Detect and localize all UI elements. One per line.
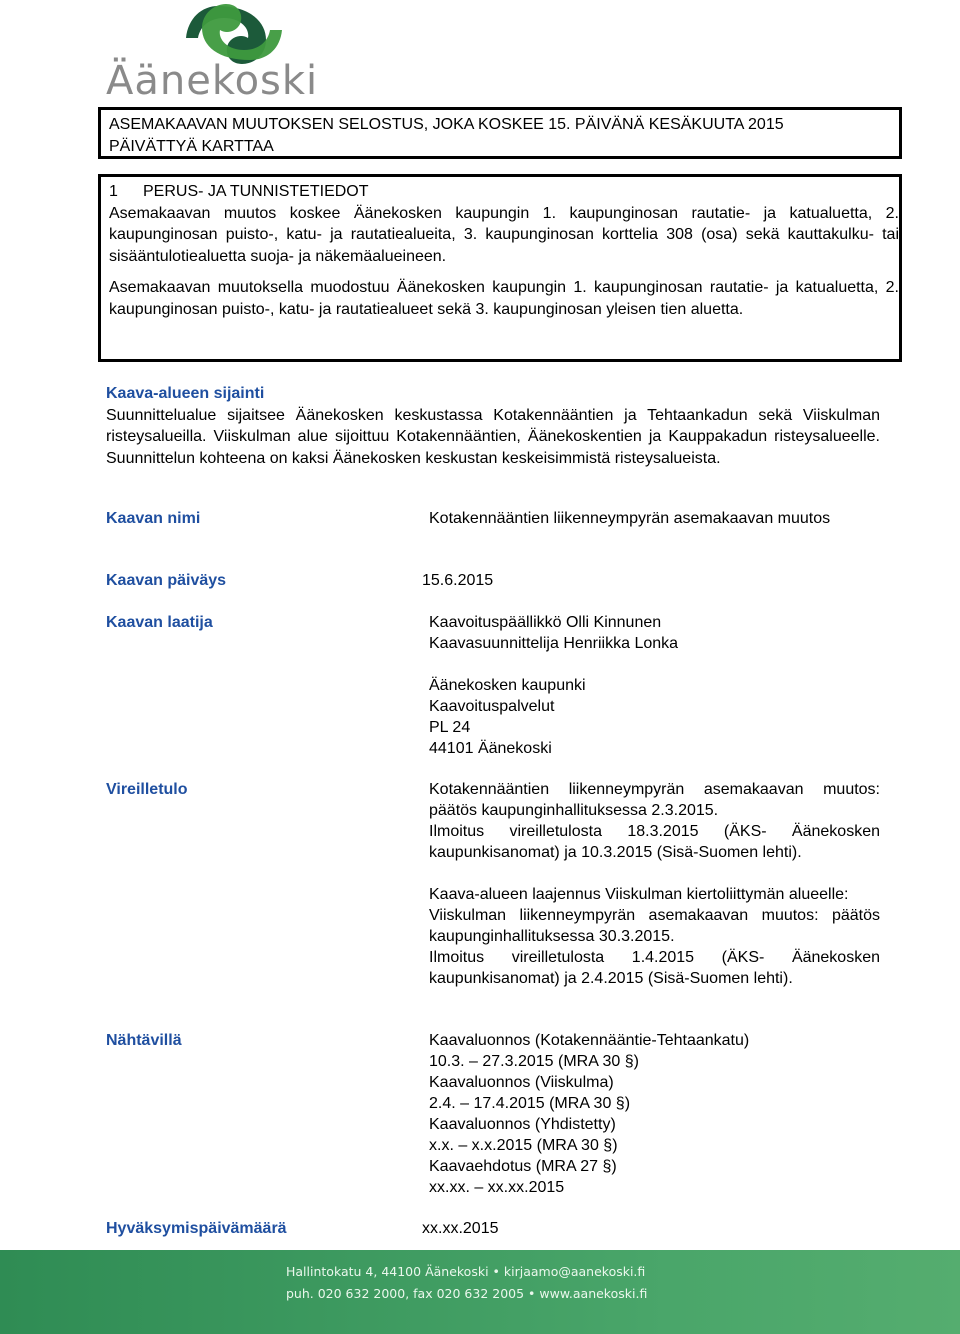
field-value: 15.6.2015 <box>422 572 494 589</box>
footer-address: Hallintokatu 4, 44100 Äänekoski • kirjaamo@aanekoski.fi <box>286 1264 646 1279</box>
location-section <box>106 383 880 469</box>
display-line: Kaavaluonnos (Yhdistetty) <box>429 1116 616 1133</box>
document-title-line-1: ASEMAKAAVAN MUUTOKSEN SELOSTUS, JOKA KOSKEE 15. PÄIVÄNÄ KESÄKUUTA 2015 <box>109 116 784 133</box>
section-number: 1 <box>109 183 118 200</box>
scope-paragraph: Asemakaavan muutos koskee Äänekosken kaupungin 1. kaupunginosan rautatie- ja katualuetta, 2. kaupunginosan puisto-, katu- ja rautatiealueita, 3. kaupunginosan korttelia 308 (osa) sekä kauttakulku- tai sisääntulotiealuetta suoja- ja näkemäalueineen. <box>109 204 899 265</box>
document-title-box <box>98 107 902 159</box>
address-line: Kaavoituspalvelut <box>429 698 555 715</box>
initiation-text: Viiskulman liikenneympyrän asemakaavan muutos: päätös kaupunginhallituksessa 30.3.2015. <box>429 907 880 945</box>
display-line: xx.xx. – xx.xx.2015 <box>429 1179 565 1196</box>
logo-wordmark: Äänekoski <box>106 58 319 104</box>
field-value: Kotakennääntien liikenneympyrän asemakaavan muutos <box>429 510 831 527</box>
field-value <box>429 612 880 759</box>
section-heading <box>109 181 899 203</box>
basic-information-box <box>98 174 902 362</box>
display-line: Kaavaluonnos (Viiskulma) <box>429 1074 614 1091</box>
location-heading: Kaava-alueen sijainti <box>106 385 265 402</box>
display-line: Kaavaehdotus (MRA 27 §) <box>429 1158 617 1175</box>
initiation-text: Ilmoitus vireilletulosta 1.4.2015 (ÄKS- Äänekosken kaupunkisanomat) ja 2.4.2015 (Sisä-Suomen lehti). <box>429 949 880 987</box>
field-label: Kaavan laatija <box>106 614 213 631</box>
field-value <box>429 779 880 989</box>
field-label: Hyväksymispäivämäärä <box>106 1220 287 1237</box>
display-line: 2.4. – 17.4.2015 (MRA 30 §) <box>429 1095 631 1112</box>
initiation-text: Kotakennääntien liikenneympyrän asemakaavan muutos: päätös kaupunginhallituksessa 2.3.2015. <box>429 781 880 819</box>
display-line: 10.3. – 27.3.2015 (MRA 30 §) <box>429 1053 639 1070</box>
page-footer <box>0 1250 960 1334</box>
initiation-text: Kaava-alueen laajennus Viiskulman kiertoliittymän alueelle: <box>429 886 849 903</box>
section-title: PERUS- JA TUNNISTETIEDOT <box>143 183 369 200</box>
author-line: Kaavasuunnittelija Henriikka Lonka <box>429 635 679 652</box>
field-value: xx.xx.2015 <box>422 1220 499 1237</box>
result-paragraph: Asemakaavan muutoksella muodostuu Äänekosken kaupungin 1. kaupunginosan rautatie- ja katualuetta, 2. kaupunginosan puisto-, katu- ja rautatiealueet sekä 3. kaupunginosan yleisen tien aluetta. <box>109 279 899 318</box>
initiation-text: Ilmoitus vireilletulosta 18.3.2015 (ÄKS- Äänekosken kaupunkisanomat) ja 10.3.2015 (Sisä-Suomen lehti). <box>429 823 880 861</box>
address-line: 44101 Äänekoski <box>429 740 552 757</box>
document-title-line-2: PÄIVÄTTYÄ KARTTAA <box>109 138 274 155</box>
field-label: Vireilletulo <box>106 781 188 798</box>
field-label: Kaavan nimi <box>106 510 201 527</box>
address-line: PL 24 <box>429 719 471 736</box>
aanekoski-logo <box>100 0 340 106</box>
display-line: Kaavaluonnos (Kotakennääntie-Tehtaankatu) <box>429 1032 750 1049</box>
address-line: Äänekosken kaupunki <box>429 677 586 694</box>
footer-contact: puh. 020 632 2000, fax 020 632 2005 • www.aanekoski.fi <box>286 1286 648 1301</box>
author-line: Kaavoituspäällikkö Olli Kinnunen <box>429 614 662 631</box>
location-text: Suunnittelualue sijaitsee Äänekosken keskustassa Kotakennääntien ja Tehtaankadun sekä Viiskulman risteysalueilla. Viiskulman alue sijoittuu Kotakennääntien, Äänekoskentien ja Kauppakadun risteysalueelle. Suunnittelun kohteena on kaksi Äänekosken keskustan keskeisimmistä risteysalueista. <box>106 406 880 467</box>
field-label: Nähtävillä <box>106 1032 182 1049</box>
field-value <box>429 1030 880 1198</box>
field-label: Kaavan päiväys <box>106 572 227 589</box>
display-line: x.x. – x.x.2015 (MRA 30 §) <box>429 1137 618 1154</box>
